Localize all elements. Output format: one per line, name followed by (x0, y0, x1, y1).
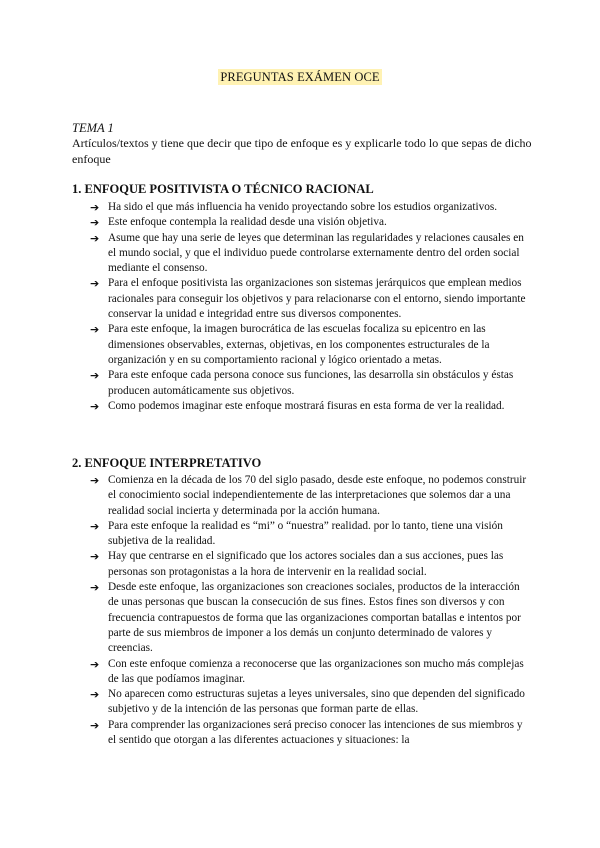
arrow-right-icon: ➔ (90, 474, 100, 487)
list-item-text: Para este enfoque cada persona conoce sus funciones, las desarrolla sin obstáculos y éstas producen automáticamente sus objetivos. (108, 369, 514, 397)
arrow-right-icon: ➔ (90, 657, 100, 671)
arrow-right-icon: ➔ (90, 201, 100, 214)
list-item-text: Asume que hay una serie de leyes que determinan las regularidades y relaciones causales en el mundo social, y que el individuo puede controlarse externamente dentro del orden social mediante el consenso. (108, 231, 524, 275)
list-item (90, 580, 530, 656)
list-item-text: No aparecen como estructuras sujetas a leyes universales, sino que dependen del significado subjetivo y de la intención de las personas que forman parte de ellas. (108, 688, 525, 716)
list-item-text: Para comprender las organizaciones será preciso conocer las intenciones de sus miembros y el sentido que otorgan a las diferentes actuaciones y situaciones: la (108, 718, 523, 747)
list-item (90, 231, 530, 277)
arrow-right-icon: ➔ (90, 369, 100, 383)
list-item-text: Desde este enfoque, las organizaciones son creaciones sociales, productos de la interacción de unas personas que buscan la consecución de sus fines. Estos fines son diversos y con frecuencia contrapuestos de forma que las organizaciones comportan batallas e intentos por parte de sus miembros de imponer a los demás un conjunto determinado de valores y creencias. (108, 581, 521, 655)
list-item (90, 519, 530, 550)
list-item (90, 549, 530, 580)
list-item (90, 322, 530, 368)
list-item-text: Como podemos imaginar este enfoque mostrará fisuras en esta forma de ver la realidad. (108, 399, 505, 412)
arrow-right-icon: ➔ (90, 216, 100, 230)
list-item (90, 657, 530, 688)
list-item (90, 215, 530, 230)
list-item-text: Hay que centrarse en el significado que los actores sociales dan a sus acciones, pues las personas son protagonistas a la hora de intervenir en la realidad social. (108, 550, 504, 578)
list-item-text: Ha sido el que más influencia ha venido proyectando sobre los estudios organizativos. (108, 201, 498, 213)
arrow-right-icon: ➔ (90, 231, 100, 245)
arrow-right-icon: ➔ (90, 581, 100, 595)
arrow-right-icon: ➔ (90, 718, 100, 732)
section-heading-2: 2. ENFOQUE INTERPRETATIVO (72, 456, 262, 470)
list-item-text: Comienza en la década de los 70 del siglo pasado, desde este enfoque, no podemos construir el conocimiento social independientemente de las interpretaciones que solemos dar a una realidad social incierta y determinada por la acción humana. (108, 474, 527, 517)
page-title: PREGUNTAS EXÁMEN OCE (220, 70, 380, 84)
list-item (90, 718, 530, 749)
section-1-list (90, 200, 530, 414)
intro-text: Artículos/textos y tiene que decir que tipo de enfoque es y explicarle todo lo que sepas de dicho enfoque (72, 136, 532, 166)
arrow-right-icon: ➔ (90, 688, 100, 702)
section-heading-1: 1. ENFOQUE POSITIVISTA O TÉCNICO RACIONAL (72, 182, 374, 196)
title-container (0, 68, 600, 86)
list-item-text: Para este enfoque la realidad es “mi” o “nuestra” realidad. por lo tanto, tiene una visión subjetiva de la realidad. (108, 519, 503, 548)
arrow-right-icon: ➔ (90, 399, 100, 413)
list-item-text: Este enfoque contempla la realidad desde una visión objetiva. (108, 216, 387, 229)
arrow-right-icon: ➔ (90, 519, 100, 533)
arrow-right-icon: ➔ (90, 323, 100, 337)
list-item (90, 276, 530, 322)
list-item-text: Para este enfoque, la imagen burocrática de las escuelas focaliza su epicentro en las dimensiones observables, externas, objetivas, en los componentes estructurales de la organización y en su comportamiento racional y lógico orientado a metas. (108, 323, 490, 366)
list-item (90, 687, 530, 718)
list-item (90, 473, 530, 519)
arrow-right-icon: ➔ (90, 550, 100, 564)
list-item (90, 399, 530, 414)
section-2-list (90, 473, 530, 748)
tema-label: TEMA 1 (72, 121, 114, 135)
arrow-right-icon: ➔ (90, 277, 100, 291)
list-item-text: Para el enfoque positivista las organizaciones son sistemas jerárquicos que emplean medios racionales para conseguir los objetivos y para relacionarse con el entorno, siendo importante conservar la unidad e integridad entre sus diversos componentes. (108, 277, 526, 321)
list-item (90, 200, 530, 215)
list-item-text: Con este enfoque comienza a reconocerse que las organizaciones son mucho más complejas de las que podíamos imaginar. (108, 657, 524, 685)
list-item (90, 368, 530, 399)
